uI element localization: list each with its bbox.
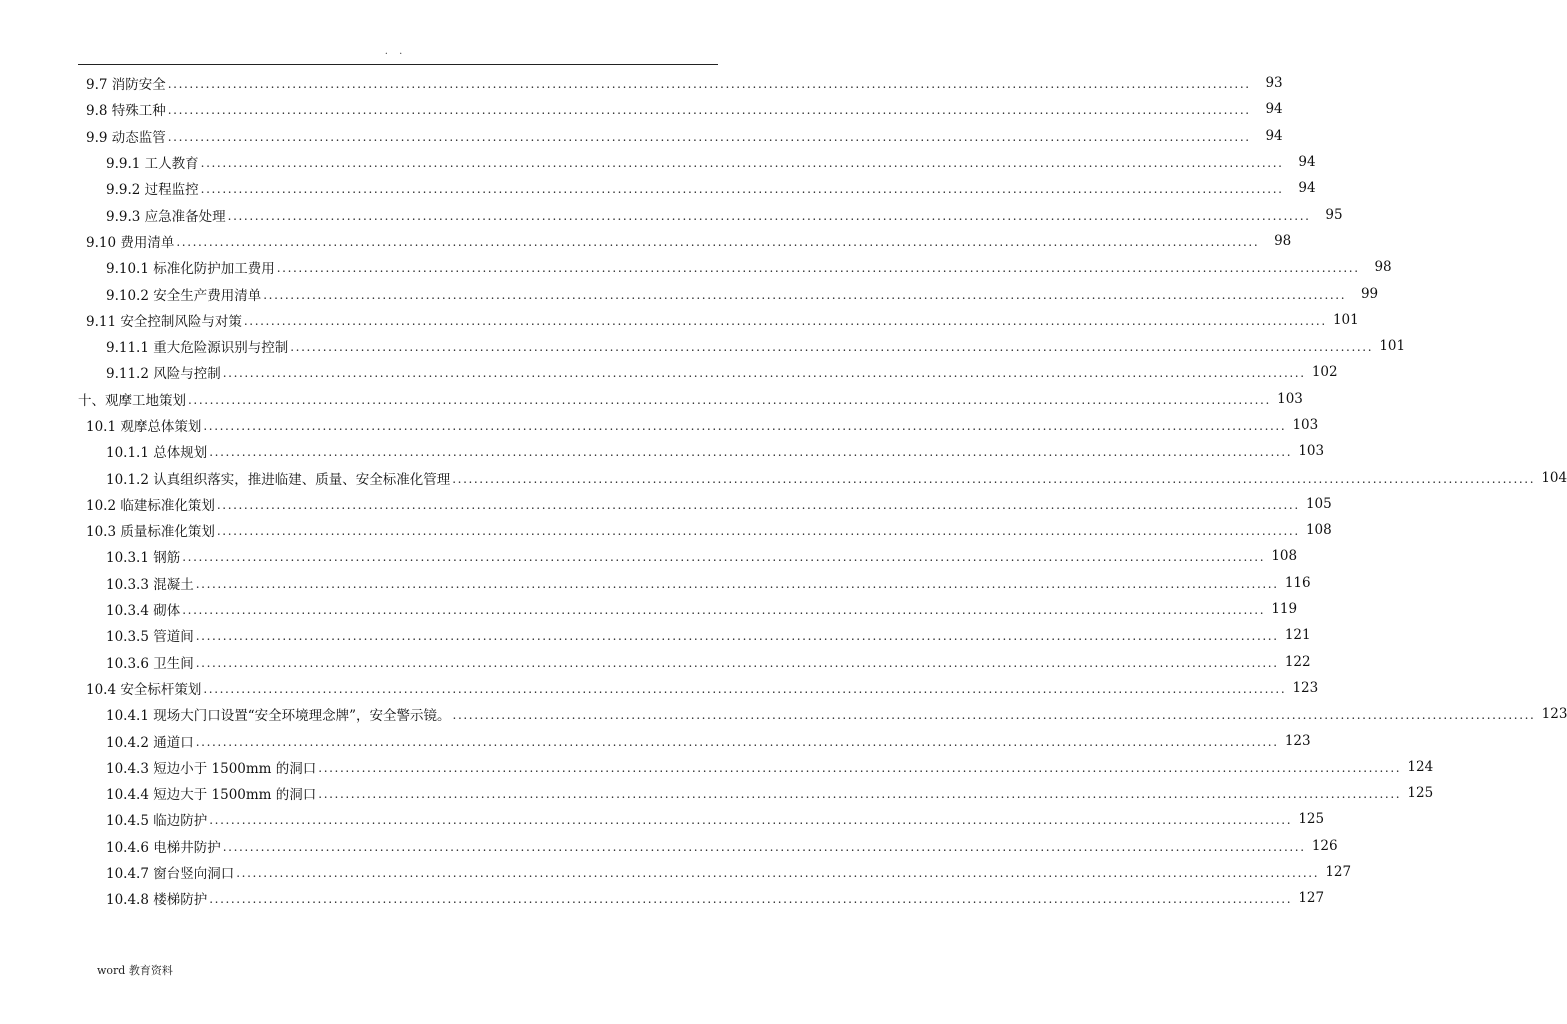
toc-page-number: 94 — [1265, 101, 1283, 118]
toc-page-number: 104 — [1541, 469, 1567, 486]
toc-dot-leader: ........................................................................................................................................................................................................ — [167, 103, 1251, 118]
toc-dot-leader: ........................................................................................................................................................................................................ — [216, 524, 1300, 539]
toc-entry[interactable] — [0, 359, 1338, 385]
toc-dot-leader: ........................................................................................................................................................................................................ — [318, 760, 1402, 775]
toc-dot-leader: ........................................................................................................................................................................................................ — [188, 392, 1271, 407]
toc-entry-title: 10.4.2 通道口 — [106, 734, 194, 751]
toc-dot-leader: ........................................................................................................................................................................................................ — [236, 866, 1320, 881]
toc-entry-title: 10.4.3 短边小于 1500mm 的洞口 — [106, 760, 317, 777]
toc-entry-title: 9.11.1 重大危险源识别与控制 — [106, 340, 289, 357]
toc-page-number: 125 — [1407, 785, 1434, 802]
toc-entry-title: 10.4.6 电梯井防护 — [106, 839, 221, 856]
toc-entry[interactable] — [0, 333, 1406, 359]
toc-entry[interactable] — [0, 386, 1303, 412]
toc-dot-leader: ........................................................................................................................................................................................................ — [167, 77, 1251, 92]
toc-entry-title: 9.10.1 标准化防护加工费用 — [106, 261, 275, 278]
header-rule — [78, 64, 718, 65]
toc-page-number: 127 — [1298, 890, 1325, 907]
toc-entry[interactable] — [0, 149, 1316, 175]
toc-entry-title: 10.4.5 临边防护 — [106, 813, 208, 830]
toc-entry-title: 10.4.1 现场大门口设置“安全环境理念牌”，安全警示镜。 — [106, 708, 451, 725]
toc-entry[interactable] — [0, 885, 1325, 911]
toc-dot-leader: ........................................................................................................................................................................................................ — [222, 366, 1306, 381]
toc-entry[interactable] — [0, 727, 1311, 753]
toc-entry[interactable] — [0, 201, 1343, 227]
toc-dot-leader: ........................................................................................................................................................................................................ — [216, 497, 1300, 512]
toc-entry-title: 10.1 观摩总体策划 — [86, 419, 202, 435]
toc-dot-leader: ........................................................................................................................................................................................................ — [167, 129, 1251, 144]
toc-entry[interactable] — [0, 412, 1319, 438]
toc-page-number: 126 — [1311, 837, 1338, 854]
toc-entry-title: 9.9.1 工人教育 — [106, 156, 199, 173]
toc-page-number: 95 — [1325, 206, 1343, 223]
toc-dot-leader: ........................................................................................................................................................................................................ — [209, 445, 1293, 460]
toc-entry[interactable] — [0, 833, 1338, 859]
toc-entry[interactable] — [0, 438, 1325, 464]
toc-page-number: 103 — [1298, 443, 1325, 460]
toc-dot-leader: ........................................................................................................................................................................................................ — [243, 313, 1327, 328]
toc-entry-title: 9.11 安全控制风险与对策 — [86, 313, 242, 330]
toc-dot-leader: ........................................................................................................................................................................................................ — [276, 261, 1360, 276]
toc-page-number: 125 — [1298, 811, 1325, 828]
toc-entry-title: 10.4 安全标杆策划 — [86, 681, 202, 698]
toc-entry-title: 9.10.2 安全生产费用清单 — [106, 287, 262, 304]
toc-page-number: 119 — [1271, 601, 1298, 618]
toc-page-number: 123 — [1541, 706, 1567, 723]
toc-entry[interactable] — [0, 70, 1283, 96]
toc-page-number: 93 — [1265, 75, 1283, 92]
toc-entry[interactable] — [0, 543, 1298, 569]
toc-entry[interactable] — [0, 754, 1434, 780]
toc-page-number: 116 — [1284, 574, 1311, 591]
toc-page-number: 101 — [1332, 311, 1359, 328]
toc-entry-title: 10.3.5 管道间 — [106, 629, 194, 646]
toc-entry[interactable] — [0, 96, 1283, 122]
toc-dot-leader: ........................................................................................................................................................................................................ — [195, 655, 1279, 670]
toc-entry-title: 9.9.3 应急准备处理 — [106, 208, 226, 225]
toc-entry-title: 10.4.4 短边大于 1500mm 的洞口 — [106, 787, 317, 804]
toc-entry[interactable] — [0, 517, 1332, 543]
toc-entry[interactable] — [0, 228, 1292, 254]
header-dots: . . — [384, 46, 407, 57]
toc-page-number: 99 — [1360, 285, 1379, 302]
toc-page-number: 103 — [1277, 390, 1303, 407]
toc-dot-leader: ........................................................................................................................................................................................................ — [203, 419, 1287, 433]
toc-entry[interactable] — [0, 859, 1352, 885]
toc-entry-title: 10.1.1 总体规划 — [106, 445, 208, 462]
toc-dot-leader: ........................................................................................................................................................................................................ — [318, 787, 1402, 802]
toc-page-number: 94 — [1265, 127, 1283, 144]
toc-entry-title: 9.9.2 过程监控 — [106, 182, 199, 199]
toc-entry-title: 10.2 临建标准化策划 — [86, 497, 215, 514]
toc-dot-leader: ........................................................................................................................................................................................................ — [452, 471, 1536, 486]
toc-entry[interactable] — [0, 570, 1311, 596]
toc-page-number: 98 — [1274, 232, 1292, 249]
toc-dot-leader: ........................................................................................................................................................................................................ — [452, 708, 1536, 723]
toc-dot-leader: ........................................................................................................................................................................................................ — [263, 287, 1347, 302]
toc-dot-leader: ........................................................................................................................................................................................................ — [182, 550, 1266, 565]
toc-entry[interactable] — [0, 464, 1567, 490]
toc-dot-leader: ........................................................................................................................................................................................................ — [200, 156, 1284, 171]
toc-entry-title: 10.4.7 窗台竖向洞口 — [106, 866, 235, 883]
toc-entry[interactable] — [0, 123, 1283, 149]
table-of-contents — [0, 70, 1567, 912]
toc-page-number: 102 — [1311, 364, 1338, 381]
toc-dot-leader: ........................................................................................................................................................................................................ — [203, 681, 1287, 696]
toc-entry[interactable] — [0, 280, 1379, 306]
toc-page-number: 124 — [1407, 758, 1434, 775]
toc-page-number: 94 — [1298, 180, 1316, 197]
toc-entry-title: 9.8 特殊工种 — [86, 103, 166, 120]
toc-page-number: 105 — [1305, 495, 1332, 512]
toc-dot-leader: ........................................................................................................................................................................................................ — [195, 629, 1279, 644]
toc-dot-leader: ........................................................................................................................................................................................................ — [200, 182, 1284, 197]
toc-dot-leader: ........................................................................................................................................................................................................ — [195, 734, 1279, 749]
toc-entry-title: 10.3 质量标准化策划 — [86, 524, 215, 541]
toc-entry[interactable] — [0, 806, 1325, 832]
toc-entry[interactable] — [0, 701, 1567, 727]
toc-page-number: 98 — [1374, 259, 1392, 276]
toc-page-number: 103 — [1292, 417, 1319, 433]
toc-entry-title: 10.3.4 砌体 — [106, 603, 181, 620]
toc-entry-title: 10.1.2 认真组织落实，推进临建、质量、安全标准化管理 — [106, 471, 451, 488]
toc-dot-leader: ........................................................................................................................................................................................................ — [209, 892, 1293, 907]
toc-entry[interactable] — [0, 622, 1311, 648]
toc-page-number: 108 — [1305, 522, 1332, 539]
toc-entry-title: 10.3.3 混凝土 — [106, 576, 194, 593]
toc-entry-title: 9.11.2 风险与控制 — [106, 366, 221, 383]
footer-text: word 教育资料 — [97, 964, 173, 977]
toc-entry[interactable] — [0, 307, 1359, 333]
toc-page-number: 121 — [1284, 627, 1311, 644]
toc-entry-title: 10.4.8 楼梯防护 — [106, 892, 208, 909]
toc-entry[interactable] — [0, 780, 1434, 806]
toc-dot-leader: ........................................................................................................................................................................................................ — [227, 208, 1311, 223]
toc-page-number: 94 — [1298, 154, 1316, 171]
toc-entry[interactable] — [0, 675, 1319, 701]
toc-dot-leader: ........................................................................................................................................................................................................ — [222, 839, 1306, 854]
toc-dot-leader: ........................................................................................................................................................................................................ — [209, 813, 1293, 828]
toc-dot-leader: ........................................................................................................................................................................................................ — [176, 234, 1260, 249]
toc-entry[interactable] — [0, 254, 1392, 280]
toc-entry-title: 9.10 费用清单 — [86, 234, 175, 251]
toc-entry-title: 10.3.6 卫生间 — [106, 655, 194, 672]
toc-dot-leader: ........................................................................................................................................................................................................ — [290, 340, 1374, 355]
toc-page-number: 122 — [1284, 653, 1311, 670]
toc-entry-title: 9.9 动态监管 — [86, 129, 166, 146]
toc-entry-title: 十、观摩工地策划 — [78, 392, 186, 409]
toc-entry[interactable] — [0, 596, 1298, 622]
toc-dot-leader: ........................................................................................................................................................................................................ — [182, 603, 1266, 618]
toc-entry[interactable] — [0, 175, 1316, 201]
toc-page-number: 123 — [1284, 732, 1311, 749]
toc-entry[interactable] — [0, 649, 1311, 675]
toc-entry-title: 10.3.1 钢筋 — [106, 550, 181, 567]
toc-page-number: 108 — [1271, 548, 1298, 565]
toc-page-number: 127 — [1325, 864, 1352, 881]
toc-page-number: 123 — [1292, 679, 1319, 696]
toc-entry-title: 9.7 消防安全 — [86, 77, 166, 94]
toc-page-number: 101 — [1379, 338, 1406, 355]
toc-dot-leader: ........................................................................................................................................................................................................ — [195, 576, 1279, 591]
toc-entry[interactable] — [0, 491, 1332, 517]
